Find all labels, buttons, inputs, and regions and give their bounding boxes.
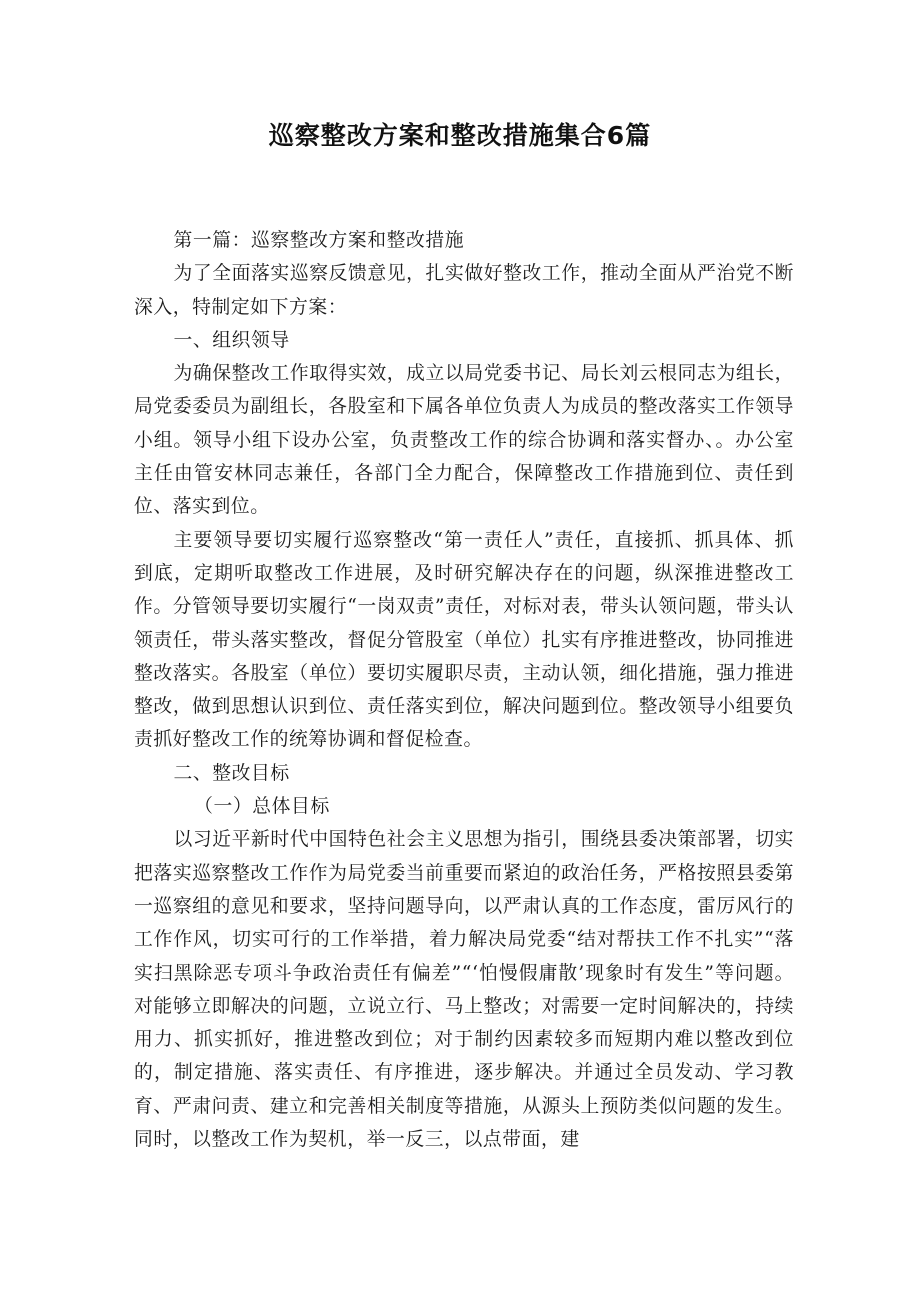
paragraph-leader-responsibility: 主要领导要切实履行巡察整改“第一责任人”责任，直接抓、抓具体、抓到底，定期听取整改工作进展，及时研究解决存在的问题，纵深推进整改工作。分管领导要切实履行“一岗双责”责任，对标对表，带头认领问题，带头认领责任，带头落实整改，督促分管股室（单位）扎实有序推进整改，协同推进整改落实。各股室（单位）要切实履职尽责，主动认领，细化措施，强力推进整改，做到思想认识到位、责任落实到位，解决问题到位。整改领导小组要负责抓好整改工作的统筹协调和督促检查。 xyxy=(134,529,794,751)
paragraph-overall-goal: 以习近平新时代中国特色社会主义思想为指引，围绕县委决策部署，切实把落实巡察整改工作作为局党委当前重要而紧迫的政治任务，严格按照县委第一巡察组的意见和要求，坚持问题导向，以严肃认真的工作态度，雷厉风行的工作作风，切实可行的工作举措，着力解决局党委“结对帮扶工作不扎实”“落实扫黑除恶专项斗争政治责任有偏差”“‘怕慢假庸散’现象时有发生”等问题。对能够立即解决的问题，立说立行、马上整改；对需要一定时间解决的，持续用力、抓实抓好，推进整改到位；对于制约因素较多而短期内难以整改到位的，制定措施、落实责任、有序推进，逐步解决。并通过全员发动、学习教育、严肃问责、建立和完善相关制度等措施，从源头上预防类似问题的发生。同时，以整改工作为契机，举一反三，以点带面，建 xyxy=(134,829,794,1151)
paragraph-section-heading: 第一篇：巡察整改方案和整改措施 xyxy=(173,230,465,251)
heading-overall-goal: （一）总体目标 xyxy=(194,796,330,818)
document-title: 巡察整改方案和整改措施集合6篇 xyxy=(268,121,652,150)
paragraph-leadership-group: 为确保整改工作取得实效，成立以局党委书记、局长刘云根同志为组长，局党委委员为副组长，各股室和下属各单位负责人为成员的整改落实工作领导小组。领导小组下设办公室，负责整改工作的综合协调和落实督办、。办公室主任由管安林同志兼任，各部门全力配合，保障整改工作措施到位、责任到位、落实到位。 xyxy=(134,363,794,518)
heading-organization-leadership: 一、组织领导 xyxy=(173,329,290,351)
heading-rectification-goals: 二、整改目标 xyxy=(173,762,290,784)
paragraph-intro: 为了全面落实巡察反馈意见，扎实做好整改工作，推动全面从严治党不断深入，特制定如下方案： xyxy=(134,263,794,318)
document-body xyxy=(134,224,794,1156)
